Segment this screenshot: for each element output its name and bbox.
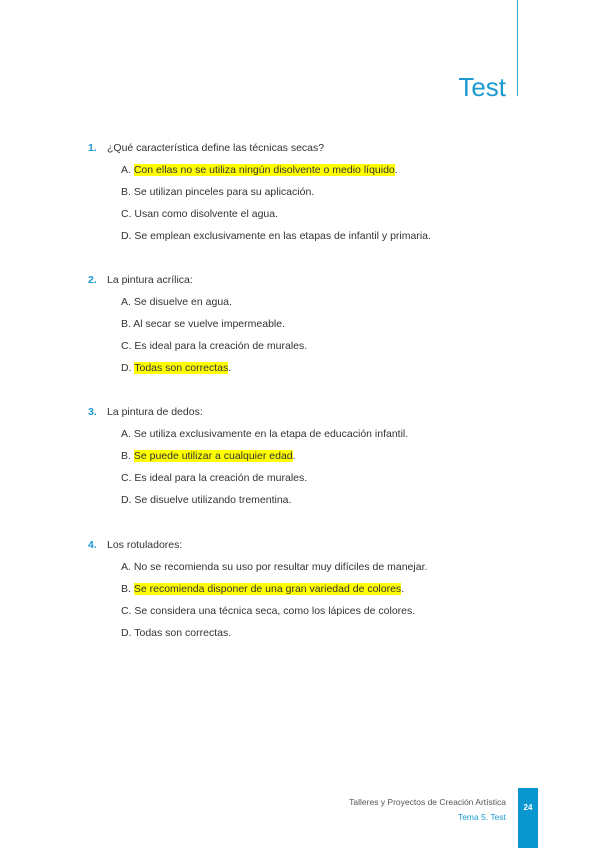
option-end: . bbox=[412, 605, 416, 617]
answer-option bbox=[88, 467, 408, 489]
question bbox=[88, 401, 408, 511]
footer-book-title: Talleres y Proyectos de Creación Artística bbox=[349, 797, 506, 807]
option-text: No se recomienda su uso por resultar muy difíciles de manejar bbox=[133, 561, 425, 573]
option-letter: D. bbox=[121, 362, 132, 374]
option-letter: C. bbox=[121, 472, 132, 484]
answer-option bbox=[88, 445, 408, 467]
option-text: Se disuelve utilizando trementina bbox=[134, 494, 289, 506]
question bbox=[88, 534, 427, 644]
option-letter: A. bbox=[121, 428, 131, 440]
question-number: 3. bbox=[88, 406, 97, 418]
option-end: . bbox=[228, 627, 232, 639]
answer-option bbox=[88, 313, 307, 335]
correct-answer-text: Se recomienda disponer de una gran variedad de colores bbox=[133, 583, 402, 595]
option-end: . bbox=[288, 494, 292, 506]
correct-answer-text: Con ellas no se utiliza ningún disolvente o medio líquido bbox=[133, 164, 395, 176]
answer-option bbox=[88, 578, 427, 600]
option-end: . bbox=[228, 362, 232, 374]
option-end: . bbox=[292, 450, 296, 462]
option-end: . bbox=[394, 164, 398, 176]
correct-answer-text: Se puede utilizar a cualquier edad bbox=[133, 450, 293, 462]
option-end: . bbox=[405, 428, 409, 440]
option-text: Al secar se vuelve impermeable bbox=[133, 318, 283, 330]
option-letter: A. bbox=[121, 164, 131, 176]
answer-option bbox=[88, 159, 431, 181]
question-text: Los rotuladores: bbox=[107, 539, 183, 551]
question-number: 1. bbox=[88, 142, 97, 154]
correct-answer-text: Todas son correctas bbox=[134, 362, 229, 374]
option-text: Usan como disolvente el agua bbox=[134, 208, 276, 220]
answer-option bbox=[88, 181, 431, 203]
option-letter: A. bbox=[121, 561, 131, 573]
option-letter: A. bbox=[121, 296, 131, 308]
option-text: Se utilizan pinceles para su aplicación bbox=[133, 186, 312, 198]
option-text: Se utiliza exclusivamente en la etapa de educación infantil bbox=[133, 428, 406, 440]
option-end: . bbox=[424, 561, 428, 573]
question bbox=[88, 269, 307, 379]
answer-option bbox=[88, 335, 307, 357]
question-text: ¿Qué característica define las técnicas secas? bbox=[107, 142, 325, 154]
option-text: Es ideal para la creación de murales bbox=[134, 340, 305, 352]
option-letter: D. bbox=[121, 627, 132, 639]
footer-section: Tema 5. Test bbox=[457, 812, 506, 822]
answer-option bbox=[88, 556, 427, 578]
answer-option bbox=[88, 600, 427, 622]
question bbox=[88, 137, 431, 247]
question-text: La pintura de dedos: bbox=[107, 406, 203, 418]
question-number: 4. bbox=[88, 539, 97, 551]
page-number: 24 bbox=[518, 788, 538, 848]
option-end: . bbox=[282, 318, 286, 330]
answer-option bbox=[88, 622, 427, 644]
option-letter: D. bbox=[121, 230, 132, 242]
option-letter: B. bbox=[121, 318, 131, 330]
option-letter: C. bbox=[121, 208, 132, 220]
answer-option bbox=[88, 203, 431, 225]
option-text: Todas son correctas bbox=[134, 627, 229, 639]
option-end: . bbox=[304, 340, 308, 352]
option-letter: B. bbox=[121, 583, 131, 595]
option-end: . bbox=[428, 230, 431, 242]
option-letter: C. bbox=[121, 605, 132, 617]
option-end: . bbox=[229, 296, 232, 308]
option-end: . bbox=[311, 186, 315, 198]
option-end: . bbox=[401, 583, 405, 595]
header-divider bbox=[517, 0, 518, 96]
option-letter: B. bbox=[121, 450, 131, 462]
option-end: . bbox=[275, 208, 279, 220]
page-title: Test bbox=[458, 72, 506, 102]
option-text: Se emplean exclusivamente en las etapas de infantil y primaria bbox=[134, 230, 428, 242]
answer-option bbox=[88, 357, 307, 379]
question-number: 2. bbox=[88, 274, 97, 286]
question-text: La pintura acrílica: bbox=[107, 274, 193, 286]
option-letter: C. bbox=[121, 340, 132, 352]
answer-option bbox=[88, 423, 408, 445]
option-end: . bbox=[304, 472, 308, 484]
answer-option bbox=[88, 489, 408, 511]
option-text: Se disuelve en agua bbox=[133, 296, 229, 308]
option-text: Es ideal para la creación de murales bbox=[134, 472, 305, 484]
answer-option bbox=[88, 291, 307, 313]
answer-option bbox=[88, 225, 431, 247]
option-text: Se considera una técnica seca, como los lápices de colores bbox=[134, 605, 413, 617]
option-letter: D. bbox=[121, 494, 132, 506]
option-letter: B. bbox=[121, 186, 131, 198]
